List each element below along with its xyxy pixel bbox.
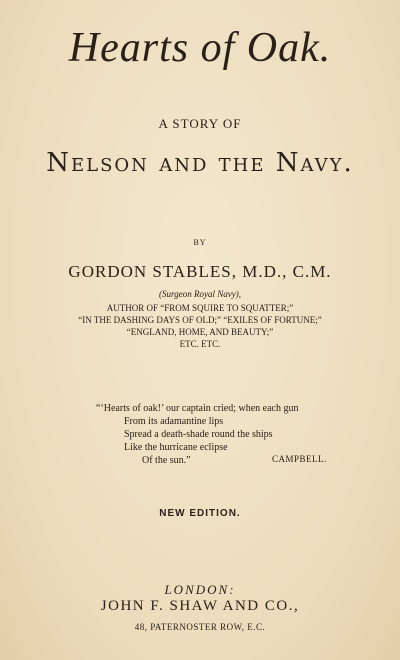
epigraph-line: Spread a death-shade round the ships	[124, 429, 273, 440]
author-credential: “ENGLAND, HOME, AND BEAUTY;”	[126, 327, 274, 337]
imprint-publisher: JOHN F. SHAW AND CO.,	[100, 598, 300, 614]
epigraph-line: “‘Hearts of oak!’ our captain cried; when each gun	[96, 403, 299, 414]
imprint-address: 48, PATERNOSTER ROW, E.C.	[134, 622, 266, 632]
epigraph-line: From its adamantine lips	[124, 416, 224, 427]
author-credential: AUTHOR OF “FROM SQUIRE TO SQUATTER;”	[106, 303, 294, 313]
epigraph-attribution: CAMPBELL.	[272, 454, 327, 464]
book-subtitle: A STORY OF	[158, 116, 242, 131]
author-credential: “IN THE DASHING DAYS OF OLD;” “EXILES OF FORTUNE;”	[78, 315, 322, 325]
epigraph-line: Of the sun.”	[142, 455, 191, 466]
imprint-place: LONDON:	[164, 582, 236, 597]
by-line: BY	[193, 238, 207, 247]
epigraph-line: Like the hurricane eclipse	[124, 442, 228, 453]
book-title: Hearts of Oak.	[68, 25, 332, 71]
author-credential: (Surgeon Royal Navy),	[159, 289, 241, 299]
edition-label: NEW EDITION.	[159, 508, 241, 519]
author-credential: ETC. ETC.	[179, 339, 221, 349]
book-main-title: Nelson and the Navy.	[46, 148, 354, 178]
author-name: GORDON STABLES, M.D., C.M.	[68, 262, 332, 281]
